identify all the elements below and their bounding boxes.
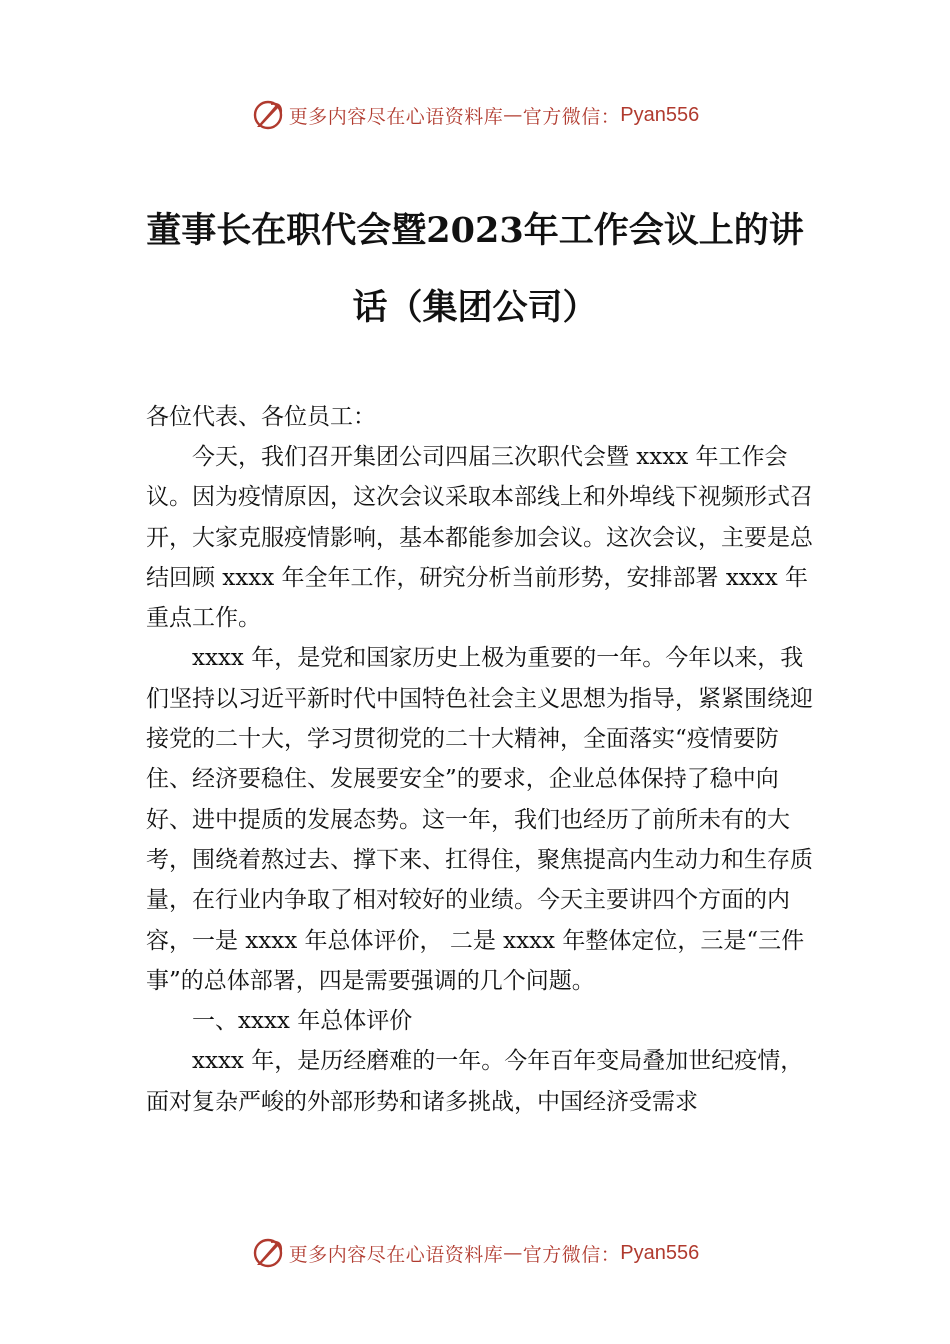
- watermark-separator: —: [503, 104, 523, 126]
- watermark-site-text: 更多内容尽在心语资料库: [288, 1243, 504, 1266]
- watermark-header: [0, 95, 950, 135]
- paragraph-year-review: xxxx 年，是党和国家历史上极为重要的一年。今年以来，我们坚持以习近平新时代中国特色社会主义思想为指导，紧紧围绕迎接党的二十大，学习贯彻党的二十大精神，全面落实“疫情要防住、经济要稳住、发展要安全”的要求，企业总体保持了稳中向好、进中提质的发展态势。这一年，我们也经历了前所未有的大考，围绕着熬过去、撑下来、扛得住，聚焦提高内生动力和生存质量，在行业内争取了相对较好的业绩。今天主要讲四个方面的内容，一是 xxxx 年总体评价， 二是 xxxx 年整体定位，三是“三件事”的总体部署，四是需要强调的几个问题。: [146, 645, 813, 994]
- section-heading-1: 一、xxxx 年总体评价: [192, 1008, 413, 1035]
- document-title-line-2: 话（集团公司）: [352, 287, 598, 328]
- salutation: 各位代表、各位员工：: [146, 404, 376, 430]
- paragraph-opening: 今天，我们召开集团公司四届三次职代会暨 xxxx 年工作会议。因为疫情原因，这次会议采取本部线上和外埠线下视频形式召开，大家克服疫情影响，基本都能参加会议。这次会议，主要是总结回顾 xxxx 年全年工作，研究分析当前形势，安排部署 xxxx 年重点工作。: [146, 444, 813, 632]
- document-title-line-1: 董事长在职代会暨2023年工作会议上的讲: [146, 210, 804, 251]
- paragraph-section-1: xxxx 年，是历经磨难的一年。今年百年变局叠加世纪疫情，面对复杂严峻的外部形势和诸多挑战，中国经济受需求: [146, 1048, 804, 1115]
- watermark-separator: —: [503, 1242, 523, 1264]
- watermark-wechat-id: Pyan556: [620, 103, 700, 126]
- watermark-wechat-label: 官方微信：: [522, 105, 621, 128]
- watermark-wechat-id: Pyan556: [620, 1241, 700, 1264]
- document-body: [146, 437, 814, 1122]
- watermark-wechat-label: 官方微信：: [522, 1243, 621, 1266]
- quill-logo-icon: [251, 1236, 285, 1270]
- watermark-footer: [0, 1233, 950, 1273]
- watermark-site-text: 更多内容尽在心语资料库: [288, 105, 504, 128]
- quill-logo-icon: [251, 98, 285, 132]
